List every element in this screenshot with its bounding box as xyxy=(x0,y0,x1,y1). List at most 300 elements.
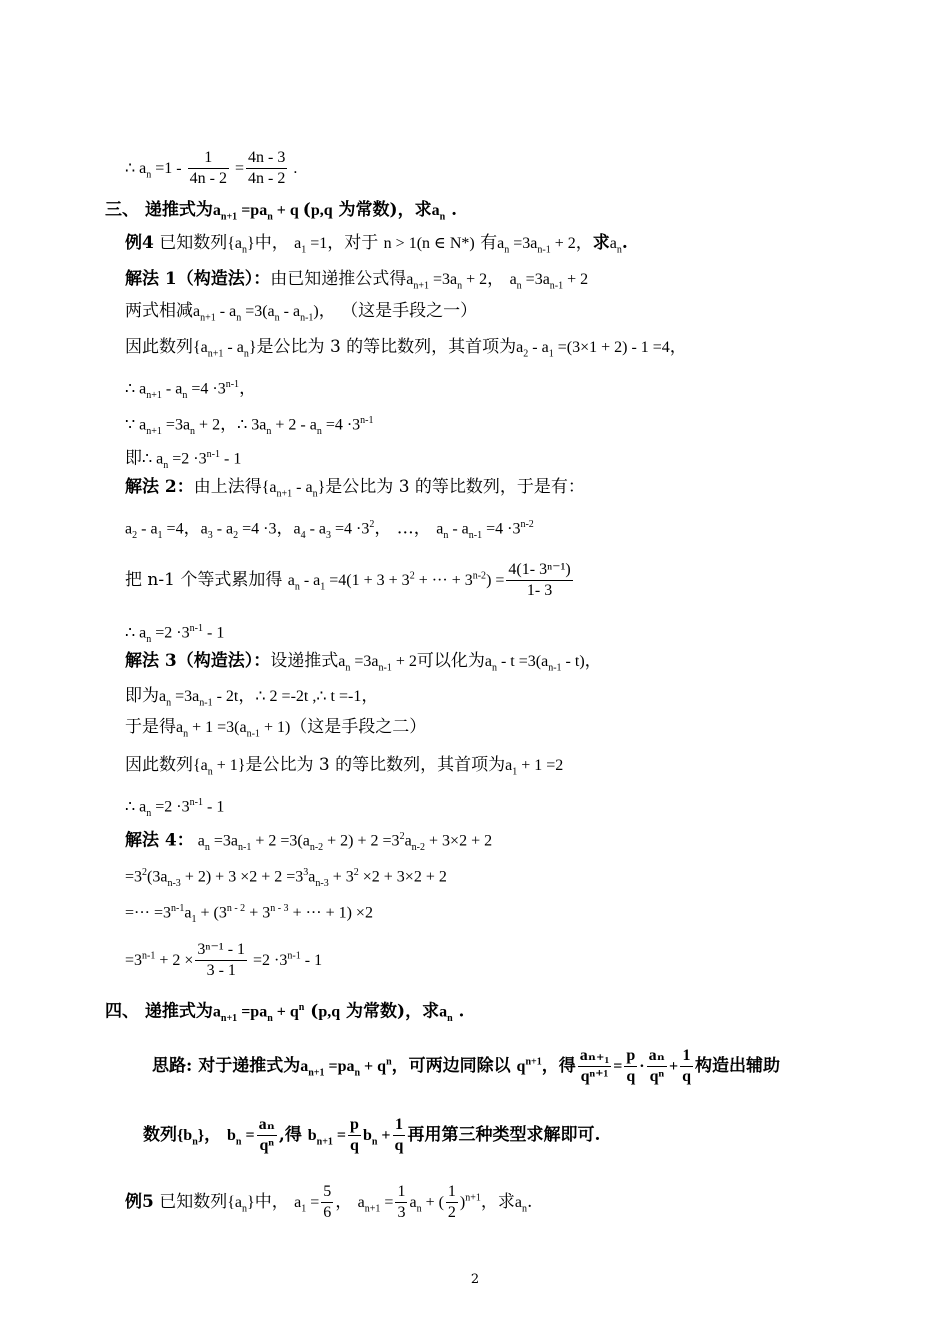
math-text: a xyxy=(308,868,316,886)
math-text: - 1 xyxy=(202,624,225,642)
math-subscript: 1 xyxy=(157,530,163,542)
math-text: = xyxy=(306,1194,320,1211)
math-superscript: n - 2 xyxy=(226,903,246,914)
text-run: 是公比为 3 的等比数列，于是有： xyxy=(325,477,585,497)
math-subscript: n+1 xyxy=(146,390,162,402)
math-text: + xyxy=(668,1058,679,1075)
math-subscript: n-1 xyxy=(537,244,551,256)
math-subscript: n-1 xyxy=(549,280,564,292)
math-text: =3a xyxy=(209,832,238,850)
math-text: } xyxy=(247,235,255,252)
math-text: + 1 =2 xyxy=(517,757,564,774)
fraction-denominator: q xyxy=(350,1137,359,1154)
math-text: =pa xyxy=(324,1058,355,1075)
math-subscript: n xyxy=(274,312,280,324)
fraction-denominator: 3 - 1 xyxy=(206,962,236,979)
math-text: =4 ·3 xyxy=(238,520,277,538)
text-run: ， xyxy=(204,1125,227,1145)
math-text: } xyxy=(247,1194,255,1211)
text-run: ， xyxy=(335,1192,358,1212)
math-subscript: n+1 xyxy=(207,348,224,360)
math-text: + 2 xyxy=(391,653,417,670)
math-text: =4 ·3 xyxy=(321,416,361,434)
text-run: 因此数列 xyxy=(125,755,193,775)
math-text: =3a xyxy=(350,653,379,670)
math-subscript: n-1 xyxy=(548,662,562,674)
math-text: + ( xyxy=(421,1194,444,1211)
math-subscript: 1 xyxy=(301,1203,307,1215)
math-text: } xyxy=(248,339,257,356)
math-text: ) xyxy=(313,303,319,320)
math-superscript: 2 xyxy=(142,867,148,878)
text-line xyxy=(125,444,241,477)
math-text: - a xyxy=(212,520,234,538)
math-text: + 2 × xyxy=(155,952,194,969)
text-run: 为常数)，求 xyxy=(332,200,432,220)
math-subscript: 3 xyxy=(326,530,332,542)
text-run: ，可两边同除以 xyxy=(391,1056,517,1076)
math-text: ∴ a xyxy=(125,624,147,642)
math-text: + 2) + 3 ×2 + 2 =3 xyxy=(180,868,304,886)
math-superscript: n xyxy=(386,1056,392,1068)
text-run: 例4 xyxy=(125,233,154,253)
math-subscript: n-1 xyxy=(199,697,213,709)
math-subscript: n xyxy=(243,348,249,360)
math-text: = xyxy=(230,160,244,177)
fraction-denominator: q xyxy=(626,1068,636,1085)
math-text: =3a xyxy=(521,271,550,288)
math-text: . xyxy=(289,160,298,177)
text-run: 解法 1（构造法）： xyxy=(125,269,271,289)
math-text: - a xyxy=(292,479,313,496)
math-subscript: n+1 xyxy=(364,1203,381,1215)
text-run: 已知数列 xyxy=(153,233,228,253)
math-superscript: n+1 xyxy=(525,1056,542,1068)
math-text: = xyxy=(380,1194,394,1211)
fraction-denominator: q xyxy=(682,1068,691,1085)
math-text: ×2 + 3×2 + 2 xyxy=(358,868,447,886)
math-text: - t =3(a xyxy=(496,653,549,670)
math-subscript: n xyxy=(183,728,189,740)
math-text: =1 xyxy=(306,235,328,252)
fraction-denominator: 4n - 2 xyxy=(189,170,227,187)
math-text: {a xyxy=(193,757,208,774)
math-subscript: n-1 xyxy=(378,662,392,674)
text-run: 例5 xyxy=(125,1192,154,1212)
text-line xyxy=(152,1046,780,1087)
math-text: a xyxy=(125,520,133,538)
math-text: a xyxy=(212,202,221,219)
math-subscript: 2 xyxy=(523,348,529,360)
math-text: a xyxy=(287,572,295,589)
fraction-denominator: 6 xyxy=(323,1204,332,1221)
fraction-denominator: 1- 3 xyxy=(526,582,553,599)
math-subscript: n xyxy=(267,211,273,223)
fraction-numerator: 3ⁿ⁻¹ - 1 xyxy=(195,940,247,961)
text-line xyxy=(143,1115,600,1156)
math-text: =3a xyxy=(171,688,200,705)
math-text: a xyxy=(484,653,492,670)
math-text: - 1 xyxy=(219,450,242,468)
math-text: a xyxy=(406,271,414,288)
math-subscript: n xyxy=(190,426,196,438)
math-text: ∴ a xyxy=(125,160,147,177)
text-run: . xyxy=(621,233,628,253)
math-text: a xyxy=(294,235,302,252)
math-subscript: n xyxy=(316,426,322,438)
math-subscript: n-3 xyxy=(167,878,181,890)
math-superscript: n - 3 xyxy=(270,903,289,914)
fraction-numerator: 1 xyxy=(680,1046,693,1067)
math-subscript: n xyxy=(416,1203,422,1215)
math-text: b xyxy=(227,1127,236,1144)
math-text: a xyxy=(439,1003,448,1021)
math-text: + 2 =3(a xyxy=(251,832,310,850)
math-subscript: n xyxy=(504,244,510,256)
math-text: =3a xyxy=(429,271,458,288)
fraction xyxy=(393,1115,406,1156)
text-run: 有 xyxy=(474,233,498,253)
fraction xyxy=(321,1182,333,1223)
math-subscript: 1 xyxy=(320,581,326,593)
math-text: =3(a xyxy=(241,303,275,320)
math-text: - 2t xyxy=(212,688,239,705)
math-subscript: n+1 xyxy=(413,280,429,292)
math-superscript: 2 xyxy=(369,519,375,530)
fraction-denominator: qⁿ xyxy=(259,1137,274,1154)
math-text: ) xyxy=(459,1194,466,1211)
math-text: =3a xyxy=(509,235,538,252)
math-text: + ··· + 3 xyxy=(414,572,473,589)
text-run: 四、 递推式为 xyxy=(105,1001,213,1022)
text-run: 为常数)，求 xyxy=(340,1001,440,1022)
text-run: . xyxy=(445,200,457,220)
math-superscript: n-1 xyxy=(189,623,203,634)
math-subscript: n xyxy=(207,766,213,778)
text-line xyxy=(125,410,374,443)
text-run: ， xyxy=(361,686,379,706)
math-text: · xyxy=(639,1058,645,1075)
math-text: - a xyxy=(528,339,549,356)
text-run: 求 xyxy=(592,233,610,253)
math-subscript: n xyxy=(242,244,248,256)
math-text: + 3×2 + 2 xyxy=(425,832,493,850)
math-text: a xyxy=(193,832,205,850)
math-subscript: n-1 xyxy=(468,530,483,542)
math-text: a xyxy=(176,719,184,736)
text-line xyxy=(125,476,585,505)
text-line xyxy=(125,716,426,745)
text-run: 再用第三种类型求解即可. xyxy=(407,1125,601,1145)
text-line xyxy=(125,826,492,859)
math-text: ∴ a xyxy=(125,798,147,816)
math-text: =3 xyxy=(125,952,143,969)
math-text: a xyxy=(609,235,617,252)
math-text: a xyxy=(509,271,517,288)
math-text: + 2 xyxy=(550,235,576,252)
fraction-numerator: 4n - 3 xyxy=(246,148,287,169)
math-text: = xyxy=(241,1127,255,1144)
text-run: 中， xyxy=(254,233,295,253)
fraction xyxy=(395,1182,407,1223)
fraction-numerator: 1 xyxy=(446,1182,458,1203)
math-subscript: n xyxy=(522,1203,527,1215)
math-superscript: n-1 xyxy=(171,903,185,914)
math-text: + 3 xyxy=(328,868,354,886)
math-text: - a xyxy=(299,572,321,589)
math-superscript: n-1 xyxy=(142,950,156,962)
text-run: ， xyxy=(276,518,294,539)
text-run: ,得 xyxy=(278,1125,308,1145)
text-line xyxy=(125,792,224,825)
math-superscript: n-2 xyxy=(472,570,487,582)
math-text: p,q xyxy=(318,1003,341,1021)
math-subscript: n xyxy=(267,1013,273,1025)
text-run: 中， xyxy=(254,1192,295,1212)
math-superscript: n xyxy=(298,1002,305,1013)
fraction-numerator: 1 xyxy=(395,1182,407,1203)
text-run: 因此数列 xyxy=(125,337,193,357)
math-subscript: n xyxy=(166,697,172,709)
fraction-numerator: aₙ xyxy=(257,1115,277,1136)
fraction xyxy=(578,1046,612,1087)
text-run: 数列 xyxy=(143,1125,177,1145)
math-text: a xyxy=(516,339,524,356)
math-subscript: n xyxy=(312,488,318,500)
text-run: ( xyxy=(304,1001,319,1022)
math-superscript: 2 xyxy=(399,831,405,842)
math-text: b xyxy=(362,1127,372,1144)
fraction xyxy=(195,940,247,981)
text-run: 设递推式 xyxy=(270,651,339,671)
text-line xyxy=(125,618,224,651)
math-text: - a xyxy=(215,303,237,320)
math-text: =2 ·3 xyxy=(249,952,288,969)
fraction-denominator: qⁿ xyxy=(649,1068,665,1085)
fraction xyxy=(348,1115,361,1156)
math-subscript: n xyxy=(266,426,272,438)
math-text: =3 xyxy=(125,868,143,886)
math-subscript: 3 xyxy=(207,530,213,542)
text-line xyxy=(125,898,373,931)
math-text: } xyxy=(197,1127,205,1144)
text-run: ， …， xyxy=(374,518,437,539)
fraction-numerator: 5 xyxy=(321,1182,333,1203)
text-run: ， xyxy=(575,233,593,253)
fraction-denominator: 3 xyxy=(397,1204,406,1221)
fraction xyxy=(506,560,572,601)
math-superscript: 2 xyxy=(353,867,359,878)
math-text: =4(1 + 3 + 3 xyxy=(325,572,410,589)
text-line xyxy=(125,940,322,981)
math-text: = xyxy=(332,1127,347,1144)
math-text: a xyxy=(200,520,208,538)
math-subscript: 1 xyxy=(548,348,554,360)
fraction xyxy=(246,148,287,189)
math-text: =4 ·3 xyxy=(331,520,370,538)
text-line xyxy=(125,1182,532,1223)
math-subscript: n xyxy=(192,1136,198,1148)
math-subscript: n xyxy=(163,460,169,472)
text-line xyxy=(125,514,534,547)
text-run: 于是得 xyxy=(125,717,176,737)
math-text: a xyxy=(357,1194,365,1211)
math-superscript: n-1 xyxy=(206,449,220,460)
math-text: a xyxy=(505,757,513,774)
text-run: 两式相减 xyxy=(125,301,193,321)
text-run: 解法 3（构造法）： xyxy=(125,651,271,671)
text-run: 解法 2： xyxy=(125,477,194,497)
math-subscript: n+1 xyxy=(220,1013,238,1025)
math-subscript: n xyxy=(146,808,152,820)
text-line xyxy=(125,754,563,783)
math-text: - a xyxy=(448,520,469,538)
text-line xyxy=(125,148,297,189)
math-text: + 3 xyxy=(245,904,271,922)
math-text: + 1} xyxy=(212,757,246,774)
math-superscript: n-2 xyxy=(520,519,534,530)
text-run: ， xyxy=(238,686,256,706)
math-text: =··· =3 xyxy=(125,904,172,922)
math-text: + 1 =3(a xyxy=(188,719,247,736)
fraction-numerator: 1 xyxy=(188,148,229,169)
text-run: 构造出辅助 xyxy=(694,1056,780,1076)
text-run: ( xyxy=(302,200,311,220)
text-line xyxy=(125,232,628,261)
math-text: {a xyxy=(227,235,243,252)
math-text: ∵ a xyxy=(125,416,147,434)
math-subscript: n+1 xyxy=(146,426,162,438)
text-line xyxy=(125,300,477,329)
text-run: ， xyxy=(239,378,257,399)
math-subscript: n xyxy=(146,634,152,646)
math-text: a xyxy=(212,1003,221,1021)
math-subscript: n-3 xyxy=(315,878,329,890)
math-subscript: n+1 xyxy=(276,488,293,500)
fraction-denominator: qⁿ⁺¹ xyxy=(580,1068,609,1085)
text-run: ，对于 xyxy=(327,233,384,253)
math-text: + (3 xyxy=(196,904,227,922)
math-text: a xyxy=(193,303,201,320)
math-subscript: n xyxy=(354,1067,361,1079)
text-line xyxy=(105,199,457,228)
math-text: (3a xyxy=(147,868,168,886)
math-text: + 2 xyxy=(563,271,589,288)
math-subscript: n xyxy=(516,280,522,292)
text-line xyxy=(125,336,687,365)
text-run: 把 n-1 个等式累加得 xyxy=(125,570,288,590)
math-subscript: n xyxy=(439,211,446,223)
math-text: a xyxy=(497,235,505,252)
math-superscript: n-1 xyxy=(360,415,374,426)
math-text: =4 ·3 xyxy=(187,380,226,398)
math-text: {a xyxy=(261,479,277,496)
math-text: } xyxy=(317,479,326,496)
math-subscript: n-1 xyxy=(237,842,252,854)
math-subscript: n-2 xyxy=(411,842,426,854)
text-run: 三、 递推式为 xyxy=(105,200,213,220)
fraction-numerator: p xyxy=(624,1046,637,1067)
math-text: ∴ 3a xyxy=(237,416,267,434)
math-subscript: n-1 xyxy=(300,312,314,324)
math-text: = xyxy=(613,1058,623,1075)
math-subscript: n xyxy=(235,1136,242,1148)
text-run: 是公比为 3 的等比数列，其首项为 xyxy=(245,755,506,775)
fraction-numerator: 1 xyxy=(393,1115,406,1136)
math-subscript: n xyxy=(204,842,210,854)
text-run: 即为 xyxy=(125,686,159,706)
math-subscript: n-2 xyxy=(309,842,324,854)
math-subscript: n xyxy=(242,1203,248,1215)
math-subscript: n+1 xyxy=(316,1136,333,1148)
math-text: {a xyxy=(227,1194,243,1211)
math-subscript: n xyxy=(146,169,152,181)
math-subscript: n+1 xyxy=(220,211,238,223)
math-text: p,q xyxy=(310,202,333,219)
math-text: - a xyxy=(305,520,327,538)
math-text: a xyxy=(159,688,167,705)
text-line xyxy=(125,374,256,407)
math-text: =2 ·3 xyxy=(168,450,207,468)
math-text: =pa xyxy=(237,202,268,219)
page-number: 2 xyxy=(470,1272,480,1287)
math-text: a xyxy=(338,653,346,670)
math-text: + 2) + 2 =3 xyxy=(323,832,400,850)
math-superscript: n+1 xyxy=(465,1192,481,1204)
math-text: + ··· + 1) ×2 xyxy=(288,904,373,922)
text-run: 解法 4： xyxy=(125,830,194,851)
text-run: . xyxy=(452,1001,465,1022)
math-text: + 2 xyxy=(462,271,488,288)
text-run: （这是手段之二） xyxy=(290,717,427,737)
text-run: 可以化为 xyxy=(416,651,485,671)
math-superscript: n-1 xyxy=(189,797,203,808)
text-run: 已知数列 xyxy=(153,1192,228,1212)
math-text: + q xyxy=(360,1058,387,1075)
math-text: a xyxy=(514,1194,522,1211)
math-text: =3a xyxy=(161,416,191,434)
math-superscript: n-1 xyxy=(287,950,301,962)
text-run: 即 xyxy=(125,448,142,469)
text-line xyxy=(125,650,602,679)
math-subscript: n-1 xyxy=(246,728,260,740)
text-run: 由已知递推公式得 xyxy=(270,269,407,289)
math-subscript: n+1 xyxy=(200,312,216,324)
math-subscript: 2 xyxy=(132,530,138,542)
math-text: a xyxy=(436,520,444,538)
math-text: a xyxy=(409,1194,417,1211)
math-text: =4 ·3 xyxy=(482,520,521,538)
fraction xyxy=(624,1046,637,1087)
math-text: b xyxy=(307,1127,317,1144)
math-subscript: 1 xyxy=(301,244,307,256)
math-subscript: n xyxy=(491,662,497,674)
math-text: ∴ 2 =-2t ,∴ t =-1 xyxy=(255,688,362,705)
math-subscript: n xyxy=(236,312,242,324)
text-run: 由上法得 xyxy=(193,477,262,497)
text-line xyxy=(105,997,464,1030)
math-text: - a xyxy=(279,303,301,320)
math-subscript: n xyxy=(457,280,463,292)
math-superscript: 3 xyxy=(303,867,309,878)
math-text: ∴ a xyxy=(125,380,147,398)
text-run: ， xyxy=(584,651,602,671)
math-text: + 2 - a xyxy=(271,416,317,434)
fraction-numerator: aₙ₊₁ xyxy=(578,1046,612,1067)
fraction-denominator: q xyxy=(394,1137,404,1154)
math-text: {b xyxy=(177,1127,193,1144)
text-line xyxy=(125,268,588,297)
